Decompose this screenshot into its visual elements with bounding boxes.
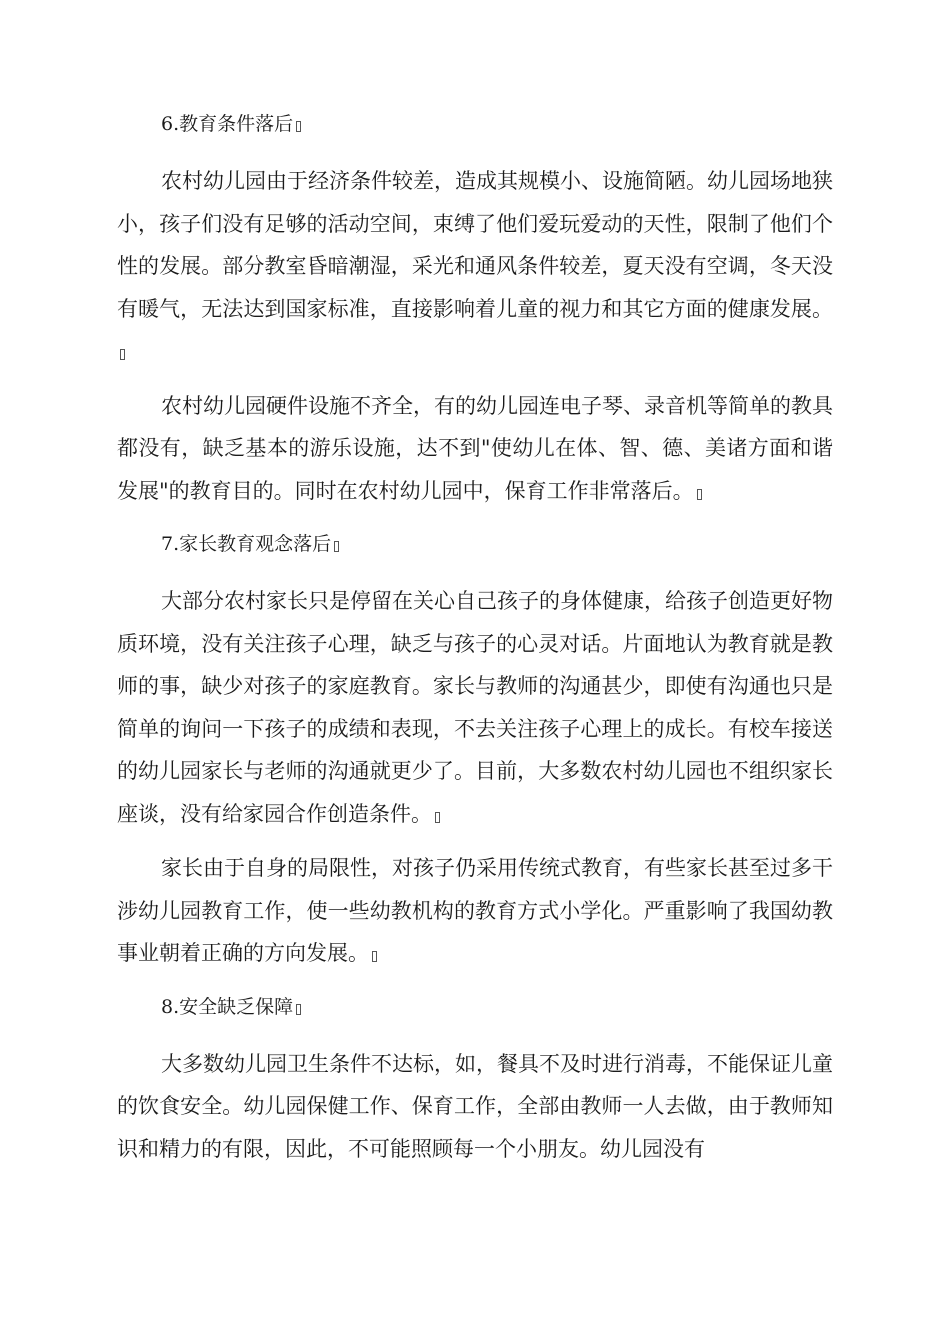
heading-text: 6.教育条件落后	[161, 113, 294, 135]
paragraph	[117, 847, 833, 975]
heading-text: 7.家长教育观念落后	[161, 533, 332, 555]
paragraph-mark-icon	[296, 121, 301, 132]
paragraph-mark-icon	[334, 541, 339, 552]
paragraph-mark-icon	[435, 812, 440, 823]
paragraph-text: 大多数幼儿园卫生条件不达标，如，餐具不及时进行消毒，不能保证儿童的饮食安全。幼儿园保健工作、保育工作，全部由教师一人去做，由于教师知识和精力的有限，因此，不可能照顾每一个小朋友。幼儿园没有	[117, 1051, 833, 1161]
heading-text: 8.安全缺乏保障	[161, 995, 294, 1018]
paragraph	[117, 580, 833, 835]
paragraph	[117, 160, 833, 373]
paragraph-text: 农村幼儿园由于经济条件较差，造成其规模小、设施简陋。幼儿园场地狭小，孩子们没有足够的活动空间，束缚了他们爱玩爱动的天性，限制了他们个性的发展。部分教室昏暗潮湿，采光和通风条件较差，夏天没有空调，冬天没有暖气，无法达到国家标准，直接影响着儿童的视力和其它方面的健康发展。	[117, 169, 833, 321]
document-page	[117, 104, 833, 1170]
paragraph-text: 大部分农村家长只是停留在关心自己孩子的身体健康，给孩子创造更好物质环境，没有关注孩子心理，缺乏与孩子的心灵对话。片面地认为教育就是教师的事，缺少对孩子的家庭教育。家长与教师的沟通甚少，即使有沟通也只是简单的询问一下孩子的成绩和表现，不去关注孩子心理上的成长。有校车接送的幼儿园家长与老师的沟通就更少了。目前，大多数农村幼儿园也不组织家长座谈，没有给家园合作创造条件。	[117, 589, 833, 826]
paragraph-mark-icon	[372, 951, 377, 962]
section-heading-8	[117, 987, 833, 1027]
paragraph-mark-icon	[120, 349, 125, 360]
paragraph-text: 农村幼儿园硬件设施不齐全，有的幼儿园连电子琴、录音机等简单的教具都没有，缺乏基本的游乐设施，达不到"使幼儿在体、智、德、美诸方面和谐发展"的教育目的。同时在农村幼儿园中，保育工作非常落后。	[117, 393, 833, 503]
section-heading-7	[117, 524, 833, 564]
paragraph	[117, 1043, 833, 1171]
section-heading-6	[117, 104, 833, 144]
paragraph-mark-icon	[697, 489, 702, 500]
paragraph-mark-icon	[296, 1004, 301, 1015]
paragraph	[117, 385, 833, 513]
paragraph-text: 家长由于自身的局限性，对孩子仍采用传统式教育，有些家长甚至过多干涉幼儿园教育工作，使一些幼教机构的教育方式小学化。严重影响了我国幼教事业朝着正确的方向发展。	[117, 856, 833, 965]
